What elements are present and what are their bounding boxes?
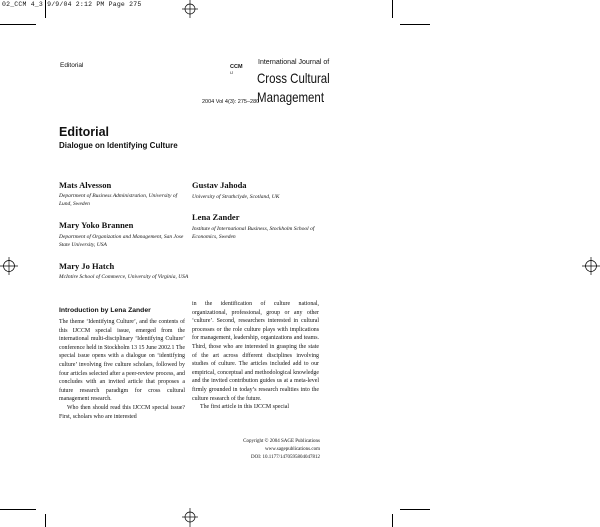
registration-mark-icon — [180, 505, 200, 527]
paragraph: in the identification of culture national, organizational, professional, group or any other ‘culture’. Second, researchers interested in cultural processes or the role culture plays with implications for management, leadership, organizations and teams. Third, those who are interested in grasping the state of the art across different disciplines involving studies of culture. The articles included add to our empirical, conceptual and methodological knowledge and the invited contribution guides us at a meta-level firmly grounded in today’s research realities into the culture research of the future. — [192, 301, 319, 402]
crop-mark — [0, 509, 36, 510]
author-affiliation: Department of Business Administration, University of Lund, Sweden — [59, 193, 178, 207]
registration-mark-icon — [180, 0, 200, 20]
author-affiliation: McIntire School of Commerce, University of Virginia, USA — [59, 274, 189, 280]
author-name: Mary Yoko Brannen — [59, 220, 134, 230]
crop-mark — [400, 24, 430, 25]
paragraph: Who then should read this IJCCM special issue? First, scholars who are interested — [59, 404, 185, 420]
journal-title-line1: International Journal of — [258, 59, 330, 66]
author-affiliation: University of Strathclyde, Scotland, UK — [192, 194, 280, 200]
crop-mark — [45, 514, 46, 527]
journal-title-line2: Cross Cultural — [257, 70, 330, 86]
journal-logo-prefix: IJ — [230, 70, 234, 75]
copyright-line: Copyright © 2004 SAGE Publications — [243, 439, 320, 444]
body-column-left — [59, 318, 185, 421]
crop-mark — [0, 24, 36, 25]
doi: DOI: 10.1177/1470595804047812 — [251, 455, 320, 460]
section-label: Editorial — [60, 62, 84, 69]
crop-mark — [400, 509, 430, 510]
author-name: Mary Jo Hatch — [59, 261, 115, 271]
author-affiliation: Department of Organization and Management, San Jose State University, USA — [59, 234, 184, 248]
paragraph: The theme ‘Identifying Culture’, and the contents of this IJCCM special issue, emerged from the international multi-disciplinary ‘Identifying Culture’ conference held in Stockholm 13 15 June 2002.1 The special issue opens with a dialogue on ‘identifying culture’ involving five culture scholars, followed by four articles selected after a peer-review process, and concludes with an invited article that proposes a future research paradigm for cross cultural management research. — [59, 319, 185, 403]
author-affiliation: Institute of International Business, Stockholm School of Economics, Sweden — [192, 226, 315, 240]
journal-title-line3: Management — [257, 89, 325, 105]
article-subtitle: Dialogue on Identifying Culture — [59, 141, 178, 150]
registration-mark-icon — [0, 255, 20, 277]
crop-mark — [392, 0, 393, 18]
author-name: Lena Zander — [192, 212, 240, 222]
article-title: Editorial — [59, 125, 110, 139]
paragraph: The first article in this IJCCM special — [200, 404, 289, 411]
print-slug: 02_CCM 4_3 9/9/04 2:12 PM Page 275 — [2, 1, 142, 8]
crop-mark — [392, 514, 393, 527]
body-column-right — [192, 300, 319, 412]
section-heading: Introduction by Lena Zander — [59, 307, 151, 314]
journal-logo: CCM — [230, 64, 243, 70]
publisher-url: www.sagepublications.com — [265, 447, 320, 452]
author-name: Mats Alvesson — [59, 180, 112, 190]
copyright-block — [232, 438, 320, 462]
volume-info: 2004 Vol 4(3): 275–280 — [202, 99, 260, 105]
author-name: Gustav Jahoda — [192, 180, 247, 190]
crop-mark — [45, 0, 46, 18]
registration-mark-icon — [580, 255, 600, 277]
